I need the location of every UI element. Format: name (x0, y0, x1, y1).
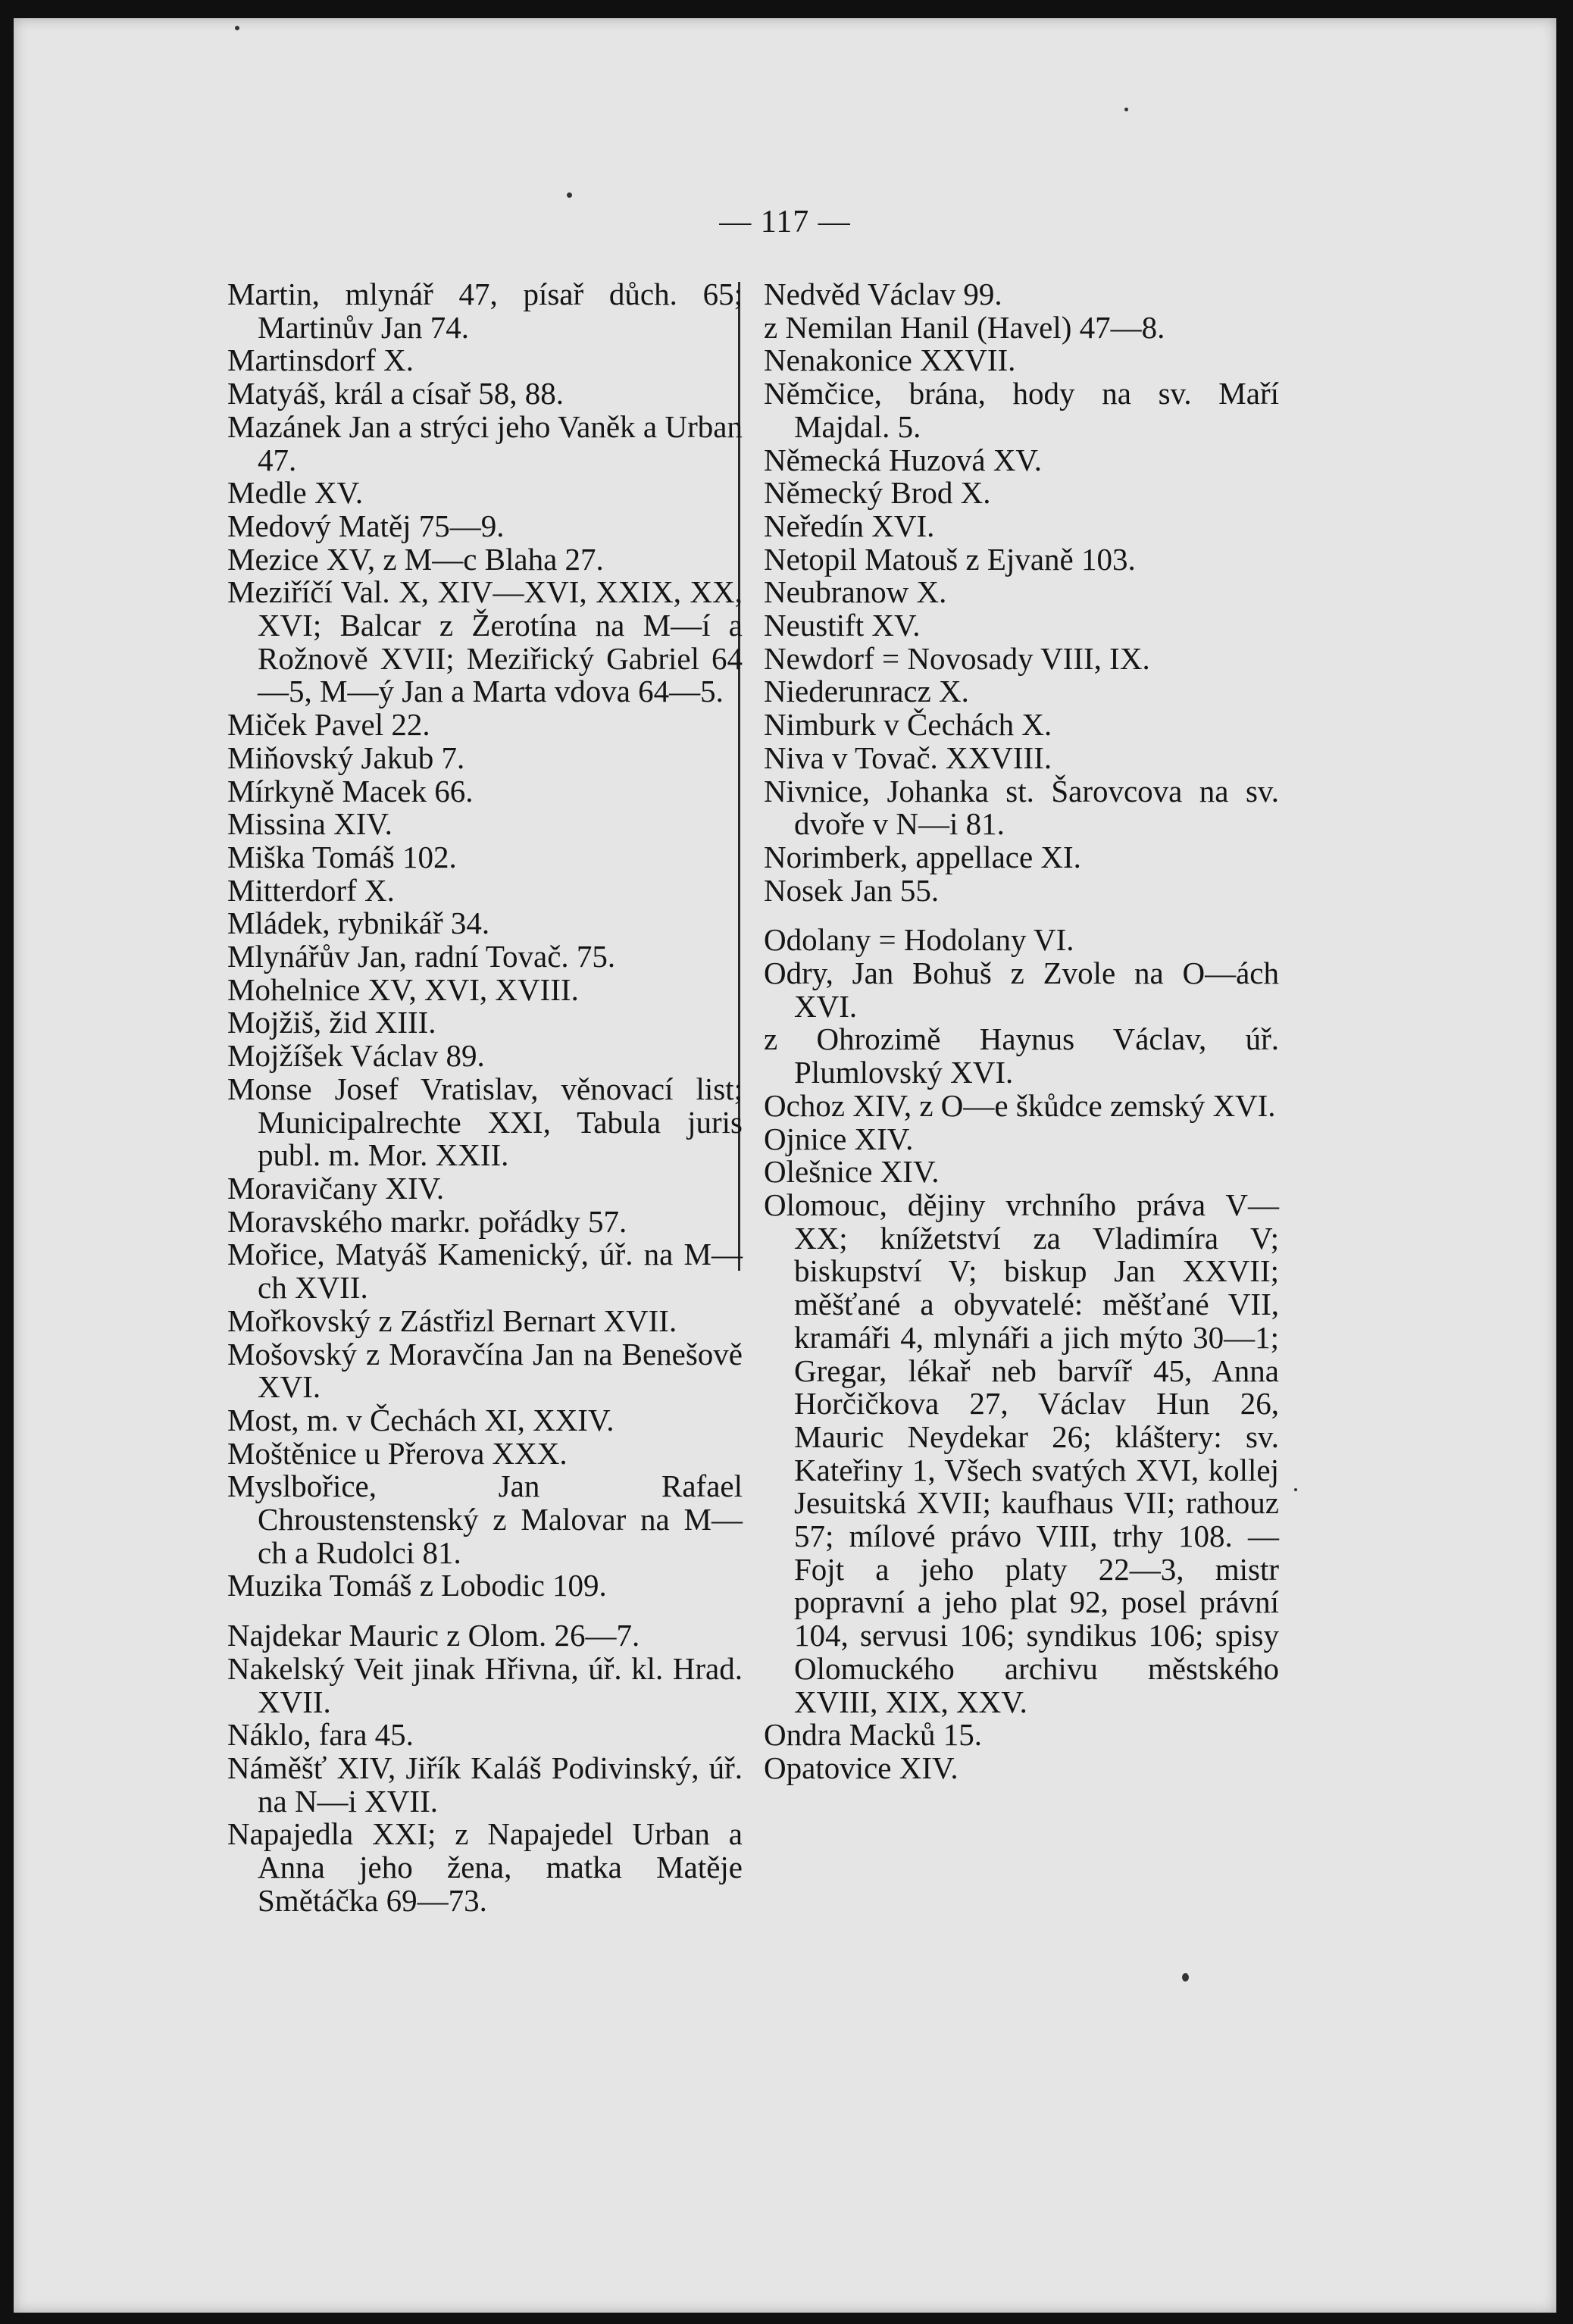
index-entry: Miška Tomáš 102. (227, 839, 457, 874)
index-entry: Moravského markr. pořádky 57. (227, 1203, 627, 1239)
index-entry: Olešnice XIV. (764, 1154, 940, 1190)
index-entry: Ochoz XIV, z O—e škůdce zemský XVI. (764, 1087, 1276, 1123)
paper-speck (1294, 1488, 1297, 1491)
index-entry: Napajedla XXI; z Napajedel Urban a Anna jeho žena, matka Matěje Smětáčka 69—73. (227, 1816, 743, 1918)
index-column-left (227, 278, 743, 1917)
index-entry: Mořkovský z Zástřizl Bernart XVII. (227, 1303, 677, 1338)
index-entry: Neředín XVI. (764, 508, 935, 543)
index-entry: Německý Brod X. (764, 475, 991, 511)
index-entry: Nakelský Veit jinak Hřivna, úř. kl. Hrad. XVII. (227, 1650, 743, 1719)
index-entry: Mládek, rybnikář 34. (227, 906, 490, 941)
index-entry: Nimburk v Čechách X. (764, 707, 1052, 743)
index-entry: Mazánek Jan a strýci jeho Vaněk a Urban 47. (227, 408, 743, 477)
index-entry: Norimberk, appellace XI. (764, 839, 1081, 874)
paper-speck (1182, 1973, 1189, 1981)
index-entry: Odry, Jan Bohuš z Zvole na O—ách XVI. (764, 956, 1279, 1024)
index-entry: Nivnice, Johanka st. Šarovcova na sv. dvoře v N—i 81. (764, 773, 1279, 842)
index-entry: Ojnice XIV. (764, 1121, 914, 1156)
index-entry: Medový Matěj 75—9. (227, 508, 505, 543)
index-entry: Missina XIV. (227, 806, 392, 842)
index-entry: Monse Josef Vratislav, věnovací list; Municipalrechte XXI, Tabula juris publ. m. Mor. XXII. (227, 1071, 743, 1173)
book-page (14, 18, 1556, 2313)
index-entry: Mořice, Matyáš Kamenický, úř. na M—ch XVII. (227, 1237, 743, 1306)
index-entry: Neustift XV. (764, 608, 921, 643)
index-entry: Myslbořice, Jan Rafael Chroustenstenský z Malovar na M—ch a Rudolci 81. (227, 1469, 743, 1570)
index-entry: Matyáš, král a císař 58, 88. (227, 376, 564, 411)
index-entry: Odolany = Hodolany VI. (764, 922, 1074, 958)
index-entry: Neubranow X. (764, 574, 947, 610)
paper-speck (235, 26, 239, 30)
index-entry: Martinsdorf X. (227, 343, 414, 378)
index-entry: Náměšť XIV, Jiřík Kaláš Podivinský, úř. na N—i XVII. (227, 1750, 743, 1819)
index-entry: Niederunracz X. (764, 674, 969, 709)
index-entry: z Nemilan Hanil (Havel) 47—8. (764, 309, 1165, 345)
index-entry: Medle XV. (227, 475, 364, 511)
index-entry: Mitterdorf X. (227, 872, 395, 908)
index-entry: Mírkyně Macek 66. (227, 773, 474, 809)
index-entry: Ondra Macků 15. (764, 1717, 983, 1753)
index-entry: Nosek Jan 55. (764, 872, 940, 908)
index-entry: Olomouc, dějiny vrchního práva V—XX; knížetství za Vladimíra V; biskupství V; biskup Jan XXVII; měšťané a obyvatelé: měšťané VII, kramáři 4, mlynáři a jich mýto 30—1; Gregar, lékař neb barvíř 45, Anna Horčičkova 27, Václav Hun 26, Mauric Neydekar 26; kláštery: sv. Kateřiny 1, Všech svatých XVI, kollej Jesuitská XVII; kaufhaus VII; rathouz 57; mílové právo VIII, trhy 108. — Fojt a jeho platy 22—3, mistr popravní a jeho plat 92, posel právní 104, servusi 106; syndikus 106; spisy Olomuckého archivu městského XVIII, XIX, XXV. (764, 1187, 1279, 1719)
index-entry: z Ohrozimě Haynus Václav, úř. Plumlovský XVI. (764, 1021, 1279, 1090)
index-entry: Náklo, fara 45. (227, 1717, 414, 1753)
index-entry: Martin, mlynář 47, písař důch. 65; Martinův Jan 74. (227, 277, 743, 345)
index-entry: Moravičany XIV. (227, 1170, 445, 1206)
index-entry: Netopil Matouš z Ejvaně 103. (764, 541, 1136, 577)
index-column-right (764, 278, 1279, 1785)
page-number: — 117 — (719, 205, 851, 239)
index-entry: Mošovský z Moravčína Jan na Benešově XVI. (227, 1336, 743, 1405)
index-entry: Mojžiš, žid XIII. (227, 1005, 436, 1040)
index-entry: Mezice XV, z M—c Blaha 27. (227, 541, 604, 577)
index-entry: Mlynářův Jan, radní Tovač. 75. (227, 939, 616, 974)
index-entry: Německá Huzová XV. (764, 442, 1042, 477)
paper-speck (567, 192, 572, 198)
index-entry: Mojžíšek Václav 89. (227, 1038, 485, 1074)
index-entry: Miňovský Jakub 7. (227, 740, 465, 775)
index-entry: Opatovice XIV. (764, 1750, 958, 1785)
index-entry: Nenakonice XXVII. (764, 343, 1016, 378)
index-entry: Nedvěd Václav 99. (764, 277, 1002, 311)
index-entry: Meziříčí Val. X, XIV—XVI, XXIX, XX, XVI; Balcar z Žerotína na M—í a Rožnově XVII; Meziřický Gabriel 64—5, M—ý Jan a Marta vdova 64—5. (227, 574, 743, 709)
index-entry: Newdorf = Novosady VIII, IX. (764, 640, 1150, 676)
index-entry: Muzika Tomáš z Lobodic 109. (227, 1568, 607, 1603)
index-entry: Miček Pavel 22. (227, 707, 430, 743)
index-entry: Mohelnice XV, XVI, XVIII. (227, 971, 579, 1007)
index-entry: Najdekar Mauric z Olom. 26—7. (227, 1618, 640, 1653)
index-entry: Němčice, brána, hody na sv. Maří Majdal. 5. (764, 376, 1279, 444)
index-entry: Niva v Tovač. XXVIII. (764, 740, 1052, 775)
paper-speck (1124, 108, 1128, 111)
index-entry: Moštěnice u Přerova XXX. (227, 1435, 568, 1471)
index-entry: Most, m. v Čechách XI, XXIV. (227, 1402, 615, 1437)
